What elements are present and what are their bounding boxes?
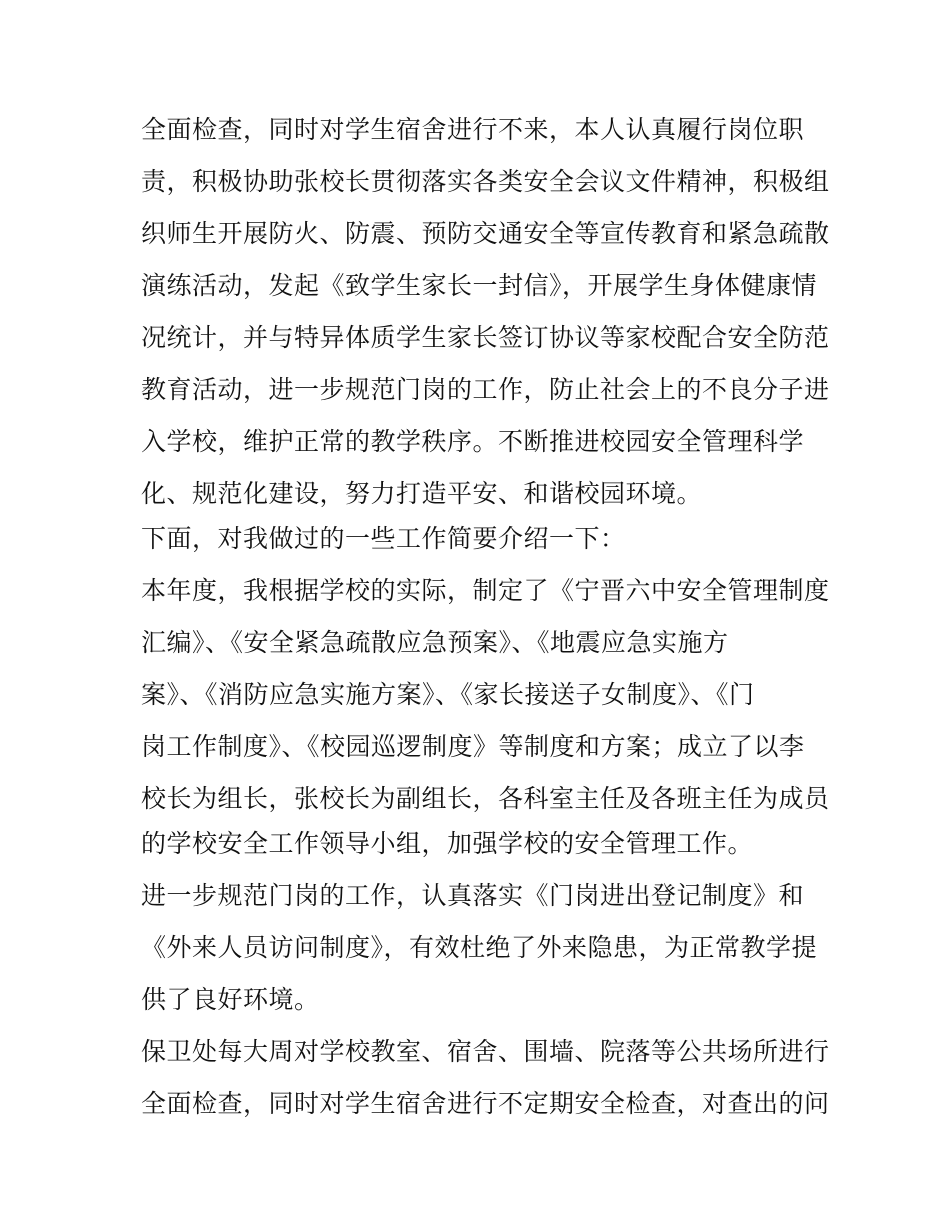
- text-line: 教育活动，进一步规范门岗的工作，防止社会上的不良分子进: [141, 375, 830, 404]
- text-line: 入学校，维护正常的教学秩序。不断推进校园安全管理科学: [141, 427, 805, 456]
- text-line: 供了良好环境。: [141, 985, 320, 1014]
- text-line: 下面，对我做过的一些工作简要介绍一下：: [141, 524, 626, 553]
- text-line: 况统计，并与特异体质学生家长签订协议等家校配合安全防范: [141, 323, 830, 352]
- text-line: 汇编》、《安全紧急疏散应急预案》、《地震应急实施方: [141, 628, 729, 657]
- text-line: 化、规范化建设，努力打造平安、和谐校园环境。: [141, 479, 703, 508]
- text-line: 全面检查，同时对学生宿舍进行不来，本人认真履行岗位职: [141, 115, 805, 144]
- text-line: 本年度，我根据学校的实际，制定了《宁晋六中安全管理制度: [141, 576, 830, 605]
- text-line: 全面检查，同时对学生宿舍进行不定期安全检查，对查出的问: [141, 1089, 830, 1118]
- text-line: 织师生开展防火、防震、预防交通安全等宣传教育和紧急疏散: [141, 219, 830, 248]
- text-line: 校长为组长，张校长为副组长，各科室主任及各班主任为成员: [141, 784, 830, 813]
- text-line: 保卫处每大周对学校教室、宿舍、围墙、院落等公共场所进行: [141, 1037, 830, 1066]
- text-line: 的学校安全工作领导小组，加强学校的安全管理工作。: [141, 829, 754, 858]
- text-line: 演练活动，发起《致学生家长一封信》，开展学生身体健康情: [141, 271, 818, 300]
- text-line: 岗工作制度》、《校园巡逻制度》等制度和方案；成立了以李: [141, 732, 805, 761]
- text-line: 《外来人员访问制度》，有效杜绝了外来隐患，为正常教学提: [141, 933, 818, 962]
- text-line: 责，积极协助张校长贯彻落实各类安全会议文件精神，积极组: [141, 167, 830, 196]
- text-line: 进一步规范门岗的工作，认真落实《门岗进出登记制度》和: [141, 881, 805, 910]
- text-line: 案》、《消防应急实施方案》、《家长接送子女制度》、《门: [141, 680, 755, 709]
